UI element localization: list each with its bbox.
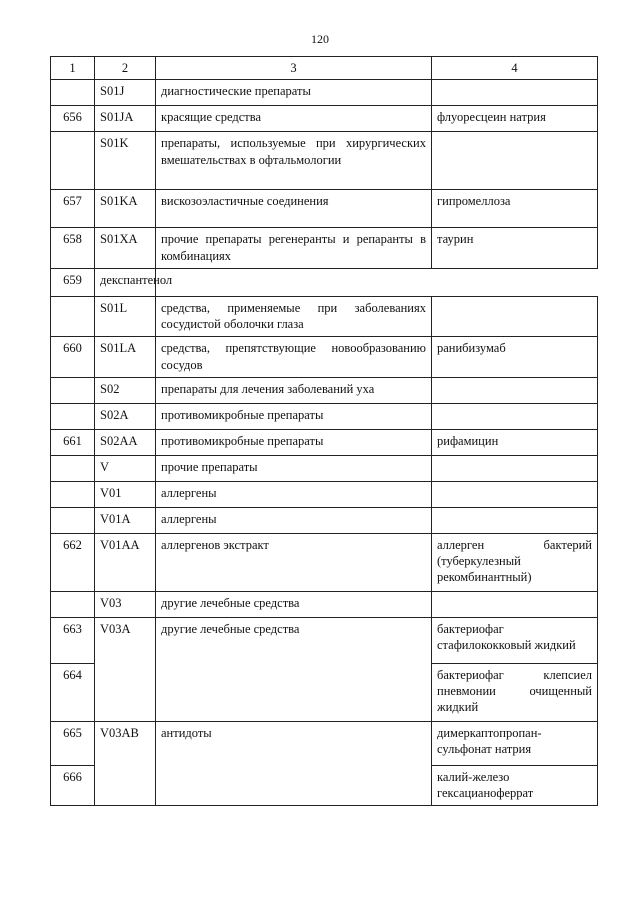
drug-name-cell (432, 403, 598, 429)
group-name-cell: антидоты (156, 721, 432, 806)
row-number-cell: 661 (51, 429, 95, 455)
column-header: 4 (432, 57, 598, 80)
group-name-cell: аллергенов экстракт (156, 533, 432, 591)
table-row (51, 429, 598, 455)
drug-name-cell: флуоресцеин натрия (432, 106, 598, 132)
table-row (51, 481, 598, 507)
row-number-cell: 664 (51, 663, 95, 721)
row-number-cell (51, 403, 95, 429)
drug-list-table (50, 56, 598, 806)
row-number-cell (51, 377, 95, 403)
group-name-cell: противомикробные препараты (156, 403, 432, 429)
row-number-cell: 662 (51, 533, 95, 591)
atc-code-cell: V03A (95, 617, 156, 721)
group-name-cell: другие лечебные средства (156, 617, 432, 721)
column-header: 2 (95, 57, 156, 80)
row-number-cell: 663 (51, 617, 95, 663)
atc-code-cell: S02AA (95, 429, 156, 455)
row-number-cell (51, 455, 95, 481)
drug-name-cell (432, 296, 598, 337)
group-name-cell: прочие препараты (156, 455, 432, 481)
group-name-cell: средства, препятствующие новообразованию сосудов (156, 337, 432, 378)
group-name-cell: другие лечебные средства (156, 591, 432, 617)
drug-name-cell: гипромеллоза (432, 190, 598, 228)
drug-name-cell (432, 377, 598, 403)
table-row (51, 190, 598, 228)
group-name-cell: препараты, используемые при хирургических вмешательствах в офтальмологии (156, 132, 432, 190)
row-number-cell: 659 (51, 268, 95, 296)
atc-code-cell: S02 (95, 377, 156, 403)
atc-code-cell: V (95, 455, 156, 481)
drug-name-cell: ранибизумаб (432, 337, 598, 378)
drug-name-cell: декспантенол (95, 268, 156, 296)
atc-code-cell: S01XA (95, 228, 156, 269)
row-number-cell (51, 132, 95, 190)
table-row (51, 296, 598, 337)
table-row (51, 721, 598, 765)
atc-code-cell: V01A (95, 507, 156, 533)
table-row (51, 533, 598, 591)
table-row (51, 228, 598, 269)
group-name-cell: препараты для лечения заболеваний уха (156, 377, 432, 403)
group-name-cell: средства, применяемые при заболеваниях сосудистой оболочки глаза (156, 296, 432, 337)
atc-code-cell: S01JA (95, 106, 156, 132)
page-number: 120 (311, 32, 329, 46)
table-row (51, 337, 598, 378)
drug-name-cell: аллерген бактерий (туберкулезный рекомбинантный) (432, 533, 598, 591)
atc-code-cell: S01KA (95, 190, 156, 228)
row-number-cell (51, 481, 95, 507)
header-row (51, 57, 598, 80)
row-number-cell: 658 (51, 228, 95, 269)
row-number-cell (51, 507, 95, 533)
drug-name-cell: рифамицин (432, 429, 598, 455)
atc-code-cell: S01LA (95, 337, 156, 378)
table-row (51, 617, 598, 663)
table-row (51, 455, 598, 481)
row-number-cell: 660 (51, 337, 95, 378)
table-row (51, 268, 598, 296)
group-name-cell: аллергены (156, 507, 432, 533)
column-header: 3 (156, 57, 432, 80)
group-name-cell: диагностические препараты (156, 80, 432, 106)
table-row (51, 80, 598, 106)
drug-name-cell (432, 132, 598, 190)
table-row (51, 106, 598, 132)
row-number-cell: 656 (51, 106, 95, 132)
row-number-cell: 657 (51, 190, 95, 228)
group-name-cell: красящие средства (156, 106, 432, 132)
atc-code-cell: S01K (95, 132, 156, 190)
drug-name-cell: димеркаптопропан-сульфонат натрия (432, 721, 598, 765)
drug-name-cell (432, 591, 598, 617)
group-name-cell: противомикробные препараты (156, 429, 432, 455)
atc-code-cell: V01 (95, 481, 156, 507)
table-row (51, 403, 598, 429)
drug-name-cell (432, 507, 598, 533)
atc-code-cell: S02A (95, 403, 156, 429)
atc-code-cell: V03 (95, 591, 156, 617)
atc-code-cell: V01AA (95, 533, 156, 591)
row-number-cell: 665 (51, 721, 95, 765)
row-number-cell (51, 80, 95, 106)
drug-name-cell (432, 455, 598, 481)
group-name-cell: вискозоэластичные соединения (156, 190, 432, 228)
row-number-cell (51, 296, 95, 337)
drug-name-cell: бактериофаг клепсиел пневмонии очищенный жидкий (432, 663, 598, 721)
atc-code-cell: S01J (95, 80, 156, 106)
drug-name-cell (432, 481, 598, 507)
drug-name-cell: калий-железо гексацианоферрат (432, 765, 598, 806)
drug-name-cell: бактериофаг стафилококковый жидкий (432, 617, 598, 663)
group-name-cell: аллергены (156, 481, 432, 507)
atc-code-cell: V03AB (95, 721, 156, 806)
table-row (51, 507, 598, 533)
row-number-cell (51, 591, 95, 617)
table-row (51, 132, 598, 190)
atc-code-cell: S01L (95, 296, 156, 337)
table-row (51, 377, 598, 403)
table-row (51, 591, 598, 617)
row-number-cell: 666 (51, 765, 95, 806)
drug-name-cell: таурин (432, 228, 598, 269)
drug-name-cell (432, 80, 598, 106)
column-header: 1 (51, 57, 95, 80)
group-name-cell: прочие препараты регенеранты и репаранты в комбинациях (156, 228, 432, 269)
